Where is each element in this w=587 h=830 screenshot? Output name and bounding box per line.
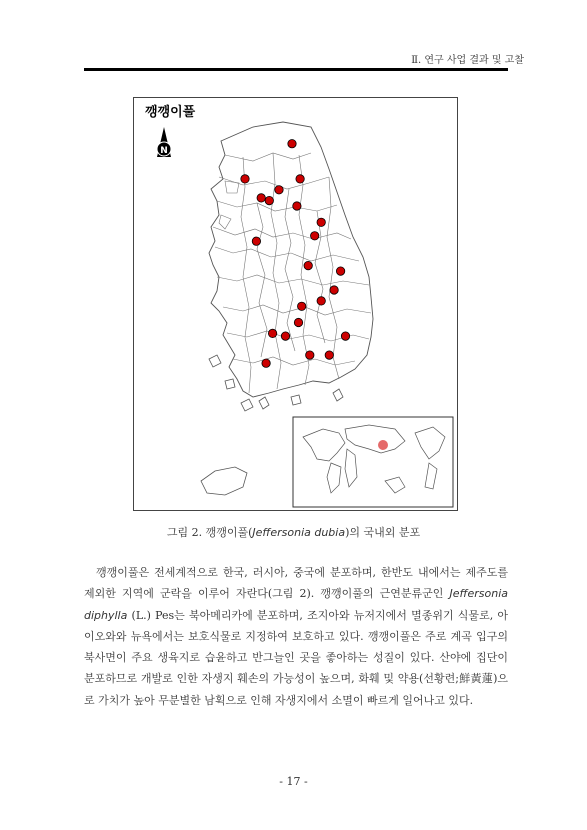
map-title: 깽깽이풀 — [145, 105, 196, 120]
distribution-point — [341, 332, 349, 340]
distribution-point — [317, 297, 325, 305]
distribution-point — [257, 194, 265, 202]
inset-range-marker — [378, 440, 388, 450]
distribution-point — [296, 175, 304, 183]
distribution-point — [306, 351, 314, 359]
compass-north-arrow — [157, 127, 171, 157]
page-number: - 17 - — [279, 775, 308, 788]
distribution-point — [298, 302, 306, 310]
caption-suffix: )의 국내외 분포 — [345, 526, 421, 539]
distribution-point — [317, 218, 325, 226]
body-species-name: Jeffersonia diphylla — [84, 587, 508, 622]
body-text-part-1: 깽깽이풀은 전세계적으로 한국, 러시아, 중국에 분포하며, 한반도 내에서는 제주도를 제외한 지역에 군락을 이루어 자란다(그림 2). 깽깽이풀의 근연분류군인 — [84, 566, 508, 601]
distribution-point — [252, 237, 260, 245]
distribution-point — [311, 232, 319, 240]
header-rule — [84, 68, 508, 71]
distribution-point — [288, 140, 296, 148]
running-header: Ⅱ. 연구 사업 결과 및 고찰 — [411, 55, 524, 66]
distribution-point — [268, 329, 276, 337]
caption-species: Jeffersonia dubia — [252, 526, 346, 539]
distribution-point — [336, 267, 344, 275]
distribution-point — [293, 202, 301, 210]
caption-prefix: 그림 2. 깽깽이풀( — [166, 526, 253, 539]
distribution-point — [294, 318, 302, 326]
body-text-part-2: (L.) Pes는 북아메리카에 분포하며, 조지아와 뉴저지에서 멸종위기 식물로, 아이오와와 뉴욕에서는 보호식물로 지정하여 보호하고 있다. 깽깽이풀은 주로 계곡 입구의 북사면이 주요 생육지로 습윤하고 반그늘인 곳을 좋아하는 성질이 있다. 산야에 집단이 분포하므로 개발로 인한 자생지 훼손의 가능성이 높으며, 화훼 및 약용(선황련;鮮黃蓮)으로 가치가 높아 무분별한 남획으로 인해 자생지에서 소멸이 빠르게 일어나고 있다. — [84, 608, 508, 707]
compass-label: N — [160, 146, 168, 156]
distribution-point — [304, 261, 312, 269]
distribution-point — [330, 286, 338, 294]
distribution-point — [262, 359, 270, 367]
distribution-point — [275, 186, 283, 194]
distribution-point — [281, 332, 289, 340]
figure-caption — [0, 524, 587, 540]
body-paragraph — [84, 562, 508, 711]
world-inset-map — [293, 417, 453, 507]
korea-map-outline — [209, 122, 373, 397]
distribution-point — [265, 196, 273, 204]
distribution-point — [325, 351, 333, 359]
distribution-point — [241, 175, 249, 183]
distribution-map — [133, 97, 458, 511]
